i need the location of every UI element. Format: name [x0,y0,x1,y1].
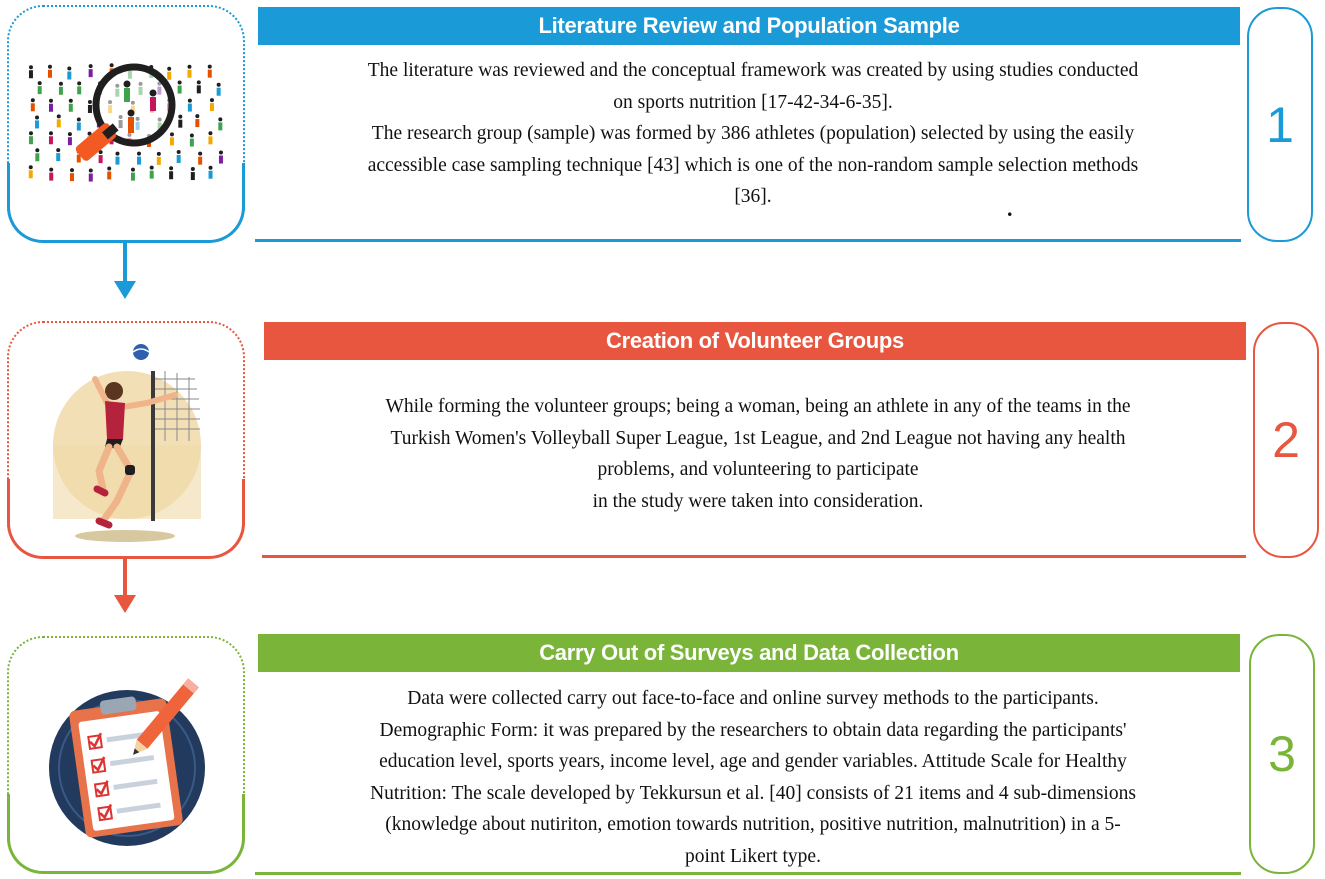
crowd-person-body [49,104,53,112]
crowd-person-head [191,167,195,171]
text-line: Turkish Women's Volleyball Super League, 1st League, and 2nd League not having any health [390,427,1126,449]
crowd-person-head [107,166,111,170]
step-2-number: 2 [1253,322,1319,558]
crowd-person-body [170,137,174,145]
crowd-person-body [197,85,201,93]
crowd-person-head [195,114,199,118]
crowd-person-head [218,117,222,121]
text-line: While forming the volunteer groups; being a woman, being an athlete in any of the teams in the [385,396,1131,417]
crowd-person-head [197,80,201,84]
crowd-person-head [38,81,42,85]
step-1-description [258,55,1248,213]
crowd-person-head [187,65,191,69]
crowd-person-head [198,152,202,156]
crowd-person-head [110,63,114,67]
crowd-person-body [209,171,213,179]
crowd-person-body [77,122,81,130]
crowd-person-body [188,104,192,112]
clipboard-survey-icon [7,636,245,874]
crowd-person-body [29,70,33,78]
text-line: Demographic Form: it was prepared by the researchers to obtain data regarding the participants' [379,719,1127,741]
stray-dot: . [1007,196,1013,221]
crowd-person-body [77,86,81,94]
crowd-person-body [187,70,191,78]
crowd-person-head [167,67,171,71]
crowd-person-head [69,99,73,103]
crowd-person-body [150,171,154,179]
crowd-person-body [178,120,182,128]
crowd-person-head [178,115,182,119]
crowd-person-body [67,72,71,80]
crowd-person-head [131,168,135,172]
crowd-person-body [49,173,53,181]
crowd-person-body [195,119,199,127]
text-line: education level, sports years, income level, age and gender variables. Attitude Scale for Healthy [379,751,1127,772]
crowd-person-head [56,148,60,152]
crowd-person-head [150,166,154,170]
crowd-person-head [89,64,93,68]
crowd-person-head [170,132,174,136]
arrow-down-2 [110,557,140,615]
crowd-person-body [191,172,195,180]
crowd-person-head [29,131,33,135]
text-line: problems, and volunteering to participate [597,459,919,480]
crowd-person-head [48,65,52,69]
crowd-person-body [218,122,222,130]
crowd-person-body [137,157,141,165]
crowd-person-body [177,155,181,163]
crowd-person-body [219,156,223,164]
crowd-person-head [89,169,93,173]
crowd-person-head [188,99,192,103]
crowd-person-body [178,86,182,94]
crowd-person-head [169,166,173,170]
crowd-person-body [69,104,73,112]
text-line: on sports nutrition [17-42-34-6-35]. [613,91,893,113]
crowd-person-body [157,157,161,165]
step-3-underline [255,872,1241,875]
crowd-person-head [115,152,119,156]
text-line: The literature was reviewed and the conceptual framework was created by using studies conducted [367,60,1139,81]
crowd-person-head [137,152,141,156]
crowd-person-body [35,153,39,161]
crowd-person-head [31,98,35,102]
text-line: Data were collected carry out face-to-face and online survey methods to the participants. [407,688,1099,709]
crowd-person-body [59,87,63,95]
crowd-person-body [198,157,202,165]
step-2-title: Creation of Volunteer Groups [264,322,1246,360]
step-3-title: Carry Out of Surveys and Data Collection [258,634,1240,672]
crowd-person-head [49,131,53,135]
crowd-person-body [115,157,119,165]
crowd-person-body [56,153,60,161]
crowd-person-body [89,69,93,77]
crowd-person-body [48,70,52,78]
crowd-person-body [190,139,194,147]
step-3-description [258,683,1248,872]
crowd-person-head [67,67,71,71]
crowd-person-head [177,150,181,154]
step-1-underline [255,239,1241,242]
crowd-person-body [70,173,74,181]
step-3-icon-box [7,636,245,874]
crowd-person-head [209,166,213,170]
step-1-number: 1 [1247,7,1313,242]
crowd-person-body [208,70,212,78]
crowd-person-body [99,155,103,163]
crowd-person-head [35,115,39,119]
crowd-person-head [208,65,212,69]
crowd-person-head [70,168,74,172]
crowd-person-head [219,151,223,155]
crowd-person-body [35,120,39,128]
crowd-person-head [29,65,33,69]
crowd-person-head [157,152,161,156]
crowd-person-head [178,81,182,85]
step-3-number: 3 [1249,634,1315,874]
step-1-title: Literature Review and Population Sample [258,7,1240,45]
text-line: in the study were taken into consideration. [592,490,924,512]
text-line: [36]. [734,186,772,207]
crowd-person-head [77,81,81,85]
crowd-person-head [77,117,81,121]
text-line: Nutrition: The scale developed by Tekkursun et al. [40] consists of 21 items and 4 sub-dimensions [370,782,1136,804]
crowd-person-head [59,82,63,86]
crowd-person-body [38,86,42,94]
crowd-person-body [217,88,221,96]
crowd-person-head [88,100,92,104]
crowd-person-body [107,171,111,179]
crowd-person-head [35,148,39,152]
volleyball-player-icon [7,321,245,559]
crowd-person-head [49,168,53,172]
crowd-person-head [49,99,53,103]
crowd-person-head [57,114,61,118]
crowd-person-body [68,137,72,145]
step-2-underline [262,555,1246,558]
magnifier-crowd-icon [7,5,245,243]
step-1-icon-box [7,5,245,243]
crowd-person-head [210,98,214,102]
step-2-description [258,391,1258,517]
text-line: (knowledge about nutiriton, emotion towards nutrition, positive nutrition, malnutrition) in a 5- [385,814,1121,835]
crowd-person-head [190,134,194,138]
crowd-person-body [88,105,92,113]
crowd-person-body [169,171,173,179]
crowd-person-body [31,103,35,111]
crowd-person-head [208,131,212,135]
crowd-person-body [208,136,212,144]
text-line: The research group (sample) was formed by 386 athletes (population) selected by using the easily [371,123,1135,144]
crowd-person-body [29,170,33,178]
crowd-person-body [131,173,135,181]
crowd-person-body [210,103,214,111]
crowd-person-head [68,132,72,136]
step-2-icon-box [7,321,245,559]
crowd-person-body [29,136,33,144]
text-line: point Likert type. [685,845,821,867]
text-line: accessible case sampling technique [43] which is one of the non-random sample selection methods [367,154,1139,176]
crowd-person-head [29,165,33,169]
crowd-person-body [89,174,93,182]
crowd-person-head [217,83,221,87]
crowd-person-body [167,72,171,80]
crowd-person-body [49,136,53,144]
arrow-down-1 [110,243,140,301]
crowd-person-body [57,119,61,127]
